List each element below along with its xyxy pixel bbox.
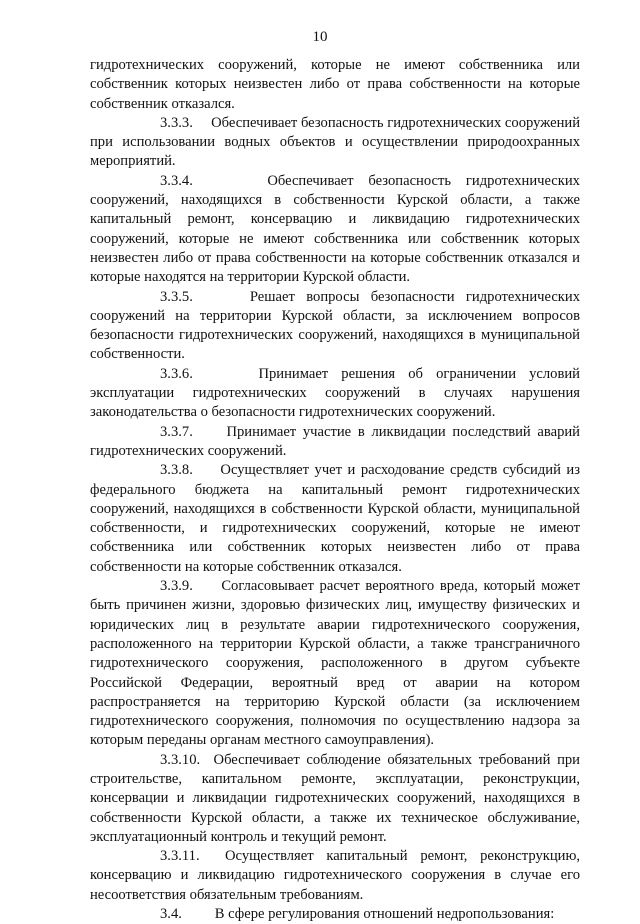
paragraph-number: 3.3.7.: [160, 423, 193, 440]
paragraph-text: Принимает решения об ограничении условий эксплуатации гидротехнических сооружений в случаях нарушения законодательства о безопасности гидротехнических сооружений.: [90, 365, 580, 421]
paragraph-number: 3.4.: [160, 906, 182, 923]
paragraph-text: Обеспечивает безопасность гидротехнических сооружений, находящихся в собственности Курской области, а также капитальный ремонт, консервацию и ликвидацию гидротехнических сооружений, которые не имеют собственника или собственник которых неизвестен либо от права собственности на которые собственник отказался и которые находятся на территории Курской области.: [90, 172, 580, 286]
paragraph-text: Обеспечивает соблюдение обязательных требований при строительстве, капитальном ремонте, эксплуатации, реконструкции, консервации и ликвидации гидротехнических сооружений, находящихся в собственности Курской области, а также их техническое обслуживание, эксплуатационный контроль и текущий ремонт.: [90, 751, 580, 845]
paragraph-number: 3.3.4.: [160, 172, 193, 189]
paragraph-text: Решает вопросы безопасности гидротехнических сооружений на территории Курской области, за исключением вопросов безопасности гидротехнических сооружений, находящихся в муниципальной собственности.: [90, 288, 580, 363]
paragraph-3-3-4: [90, 172, 580, 288]
paragraph-3-3-10: [90, 751, 580, 847]
paragraph-number: 3.3.5.: [160, 288, 193, 305]
paragraph-3-3-8: [90, 461, 580, 577]
paragraph-3-3-5: [90, 288, 580, 365]
paragraph-3-3-11: [90, 847, 580, 905]
paragraph-number: 3.3.9.: [160, 578, 193, 595]
document-body: [90, 56, 580, 924]
paragraph-text: Осуществляет учет и расходование средств субсидий из федерального бюджета на капитальный ремонт гидротехнических сооружений, находящихся в собственности Курской области, муниципальной собственности, и гидротехнических сооружений, которые не имеют собственника или собственник которых неизвестен либо от права собственности на которые собственник отказался.: [90, 462, 580, 575]
paragraph-number: 3.3.6.: [160, 365, 193, 382]
paragraph-number: 3.3.10.: [160, 751, 201, 768]
paragraph-3-3-9: [90, 577, 580, 751]
paragraph-number: 3.3.3.: [160, 114, 193, 131]
paragraph-number: 3.3.8.: [160, 462, 193, 479]
paragraph-3-3-6: [90, 365, 580, 423]
paragraph-3-4: [90, 905, 580, 924]
paragraph-text: гидротехнических сооружений, которые не имеют собственника или собственник которых неизвестен либо от права собственности на которые собственник отказался.: [90, 57, 580, 112]
paragraph-continuation: [90, 56, 580, 114]
paragraph-text: Принимает участие в ликвидации последствий аварий гидротехнических сооружений.: [90, 423, 580, 459]
paragraph-3-3-3: [90, 114, 580, 172]
paragraph-3-3-7: [90, 423, 580, 462]
paragraph-text: Осуществляет капитальный ремонт, реконструкцию, консервацию и ликвидацию гидротехнического сооружения в случае его несоответствия обязательным требованиям.: [90, 848, 581, 903]
paragraph-text: Согласовывает расчет вероятного вреда, который может быть причинен жизни, здоровью физических лиц, имуществу физических и юридических лиц в результате аварии гидротехнического сооружения, расположенного на территории Курской области, а также трансграничного гидротехнического сооружения, расположенного в другом субъекте Российской Федерации, вероятный вред от аварии на котором распространяется на территорию Курской области (за исключением гидротехнического сооружения, полномочия по осуществлению надзора за которым переданы органам местного самоуправления).: [90, 578, 580, 749]
page-number: 10: [312, 29, 328, 45]
paragraph-text: Обеспечивает безопасность гидротехнических сооружений при использовании водных объектов и осуществлении природоохранных мероприятий.: [90, 114, 580, 170]
paragraph-number: 3.3.11.: [160, 848, 200, 865]
paragraph-text: В сфере регулирования отношений недропользования:: [214, 906, 555, 923]
